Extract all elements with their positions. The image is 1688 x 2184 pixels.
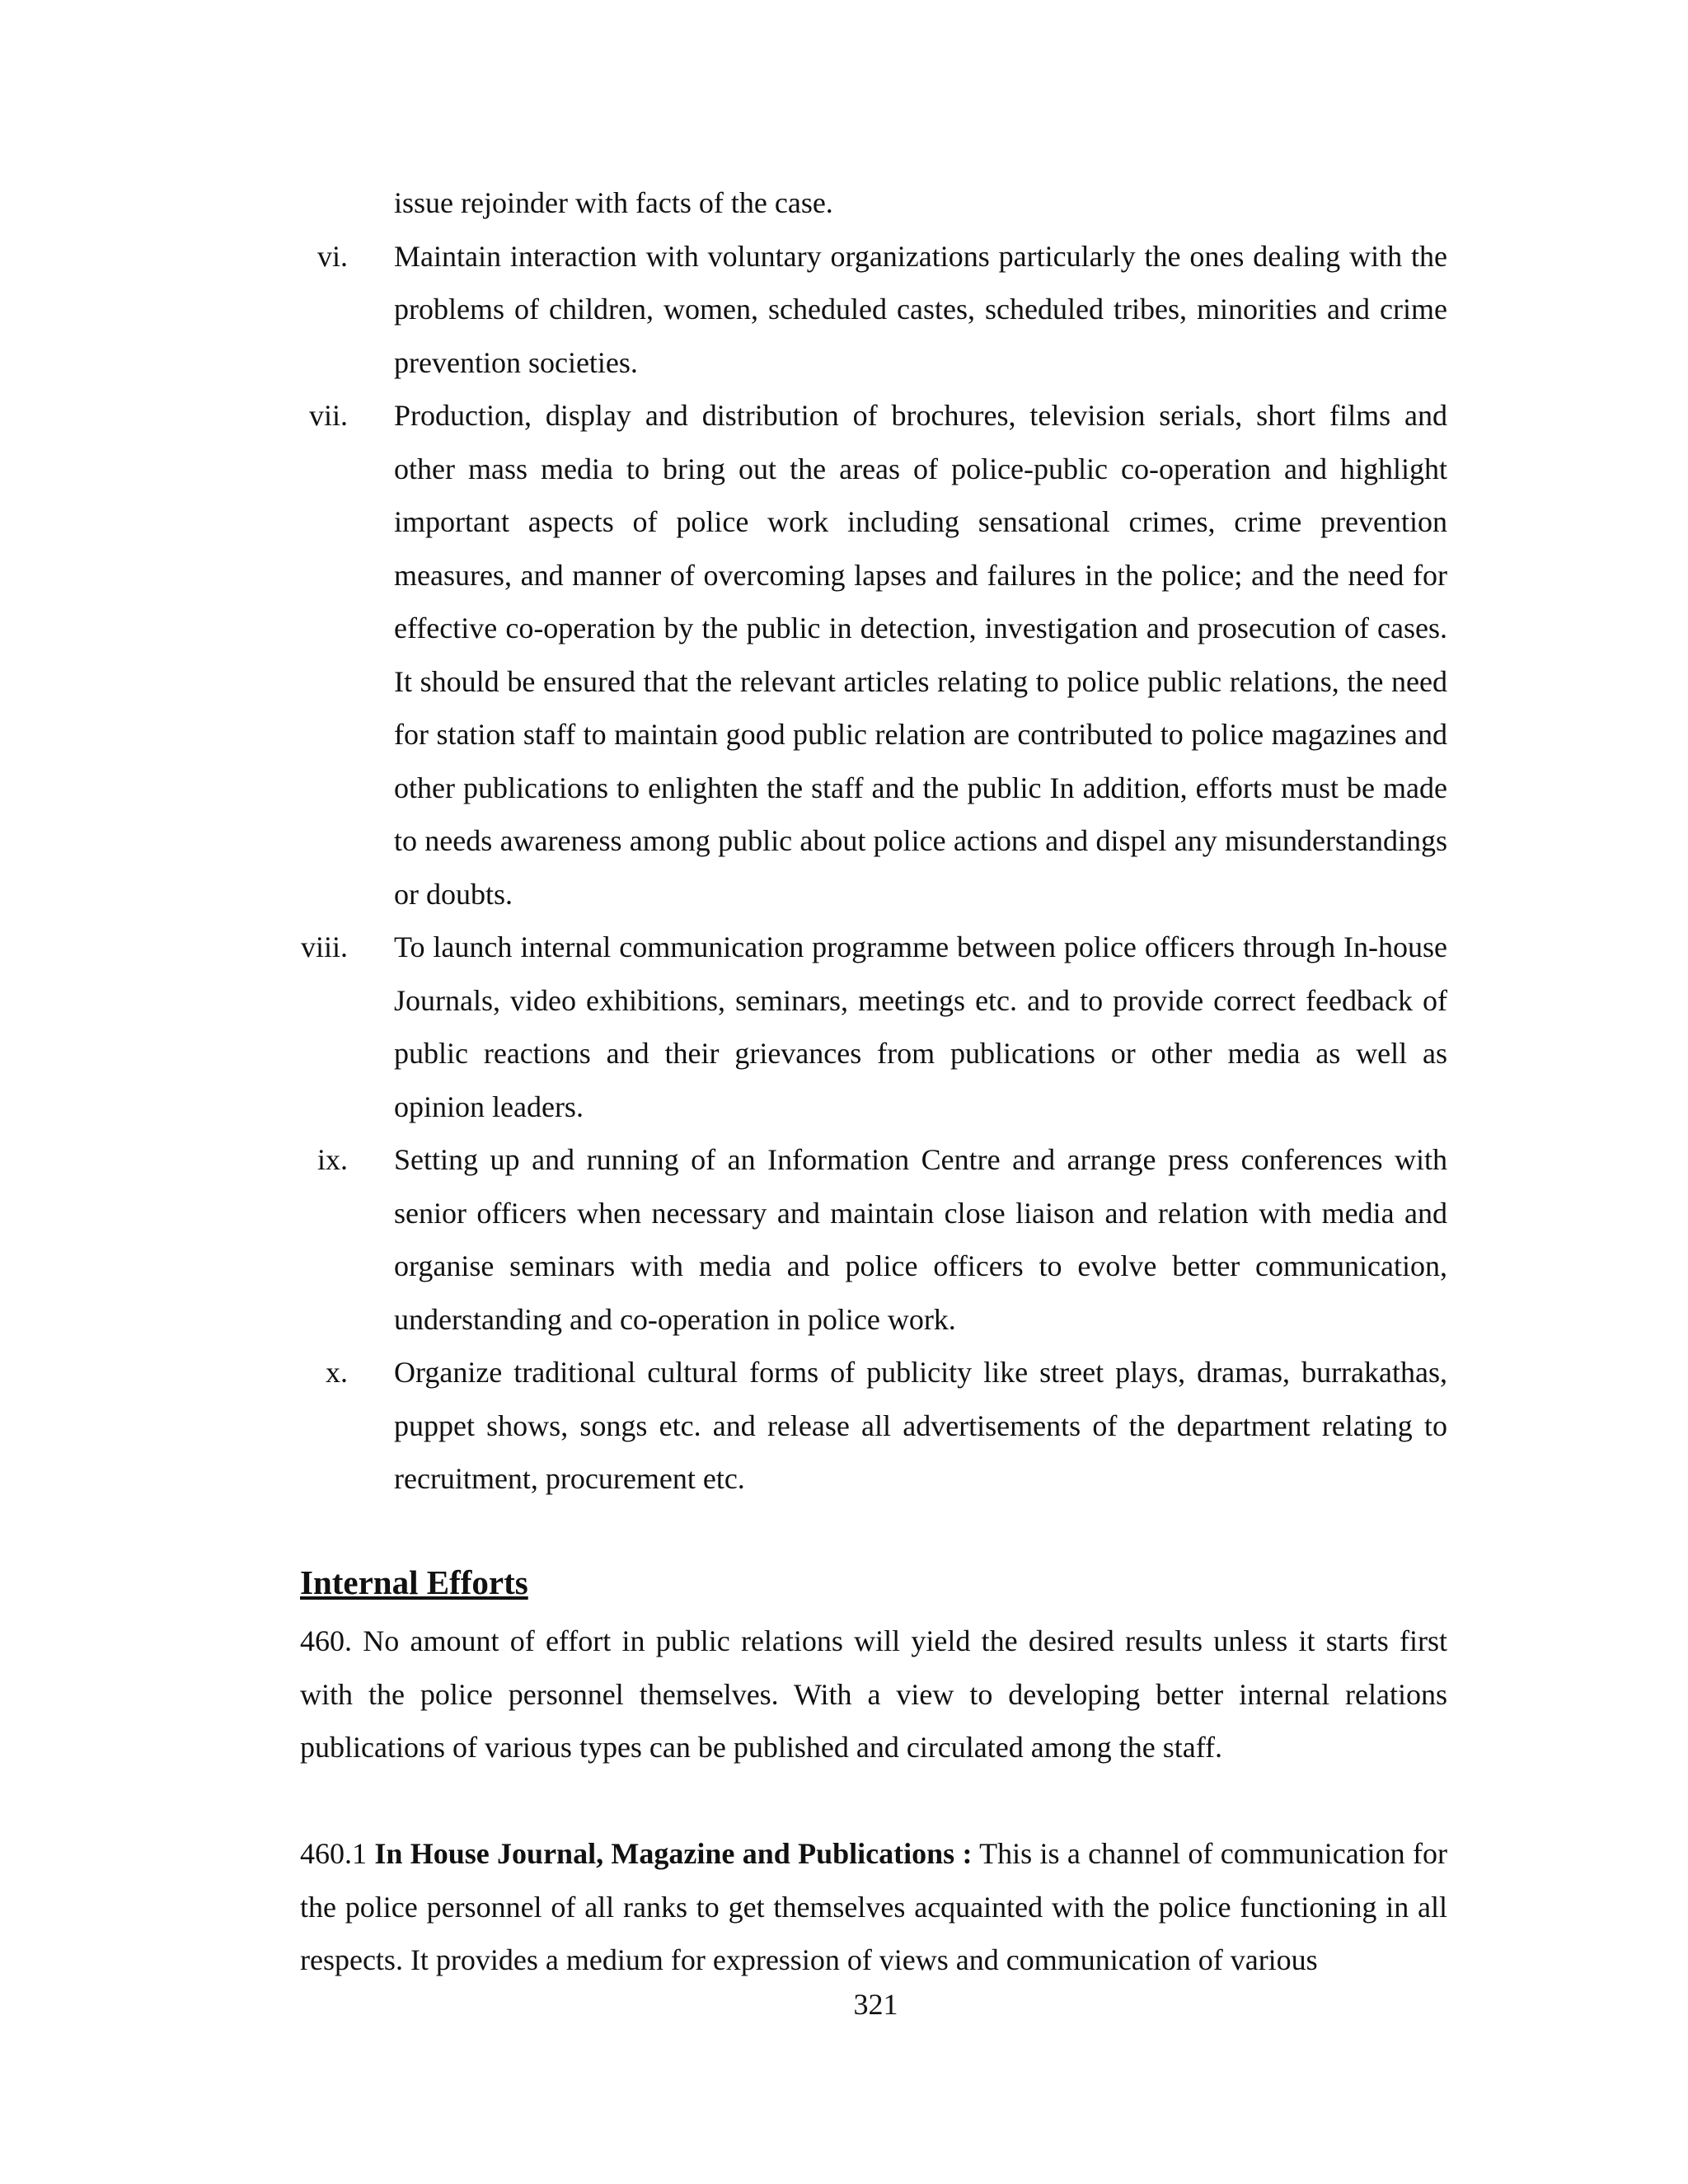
paragraph-number: 460.1 (300, 1837, 367, 1870)
list-numeral: vii. (308, 399, 348, 432)
list-item-viii (247, 921, 1447, 1133)
paragraph-460-1 (300, 1827, 1447, 1987)
list-item-text: Setting up and running of an Information Centre and arrange press conferences with senior officers when necessary and maintain close liaison and relation with media and organise seminars with media and police officers to evolve better communication, understanding and co-operation in police work. (394, 1143, 1447, 1336)
paragraph-body: This is a channel of communication for the police personnel of all ranks to get themselves acquainted with the police functioning in all respects. It provides a medium for expression of views and communication of various (300, 1837, 1447, 1976)
list-item-text: Maintain interaction with voluntary organizations particularly the ones dealing with the problems of children, women, scheduled castes, scheduled tribes, minorities and crime prevention societies. (394, 239, 1447, 379)
paragraph-title: In House Journal, Magazine and Publications : (374, 1837, 973, 1870)
list-item-text: Organize traditional cultural forms of publicity like street plays, dramas, burrakathas, puppet shows, songs etc. and release all advertisements of the department relating to recruitment, procurement etc. (394, 1356, 1447, 1495)
list-item-text: Production, display and distribution of brochures, television serials, short films and other mass media to bring out the areas of police-public co-operation and highlight important aspects of police work including sensational crimes, crime prevention measures, and manner of overcoming lapses and failures in the police; and the need for effective co-operation by the public in detection, investigation and prosecution of cases. It should be ensured that the relevant articles relating to police public relations, the need for station staff to maintain good public relation are contributed to police magazines and other publications to enlighten the staff and the public In addition, efforts must be made to needs awareness among public about police actions and dispel any misunderstandings or doubts. (394, 399, 1447, 911)
list-numeral: viii. (300, 930, 348, 963)
list-item-text: To launch internal communication programme between police officers through In-house Journals, video exhibitions, seminars, meetings etc. and to provide correct feedback of public reactions and their grievances from publications or other media as well as opinion leaders. (394, 930, 1447, 1123)
list-item-vii (247, 389, 1447, 921)
continuation-text: issue rejoinder with facts of the case. (394, 186, 833, 219)
list-item-ix (247, 1133, 1447, 1346)
numbered-list (247, 230, 1447, 1506)
list-numeral: vi. (316, 239, 348, 273)
list-item-x (247, 1346, 1447, 1506)
section-heading: Internal Efforts (300, 1563, 528, 1601)
list-item-vi (247, 230, 1447, 390)
paragraph-460: 460. No amount of effort in public relations will yield the desired results unless it starts first with the police personnel themselves. With a view to developing better internal relations publications of various types can be published and circulated among the staff. (300, 1624, 1447, 1764)
list-numeral: x. (326, 1356, 348, 1389)
list-numeral: ix. (316, 1143, 348, 1176)
page-number: 321 (853, 1988, 898, 2021)
